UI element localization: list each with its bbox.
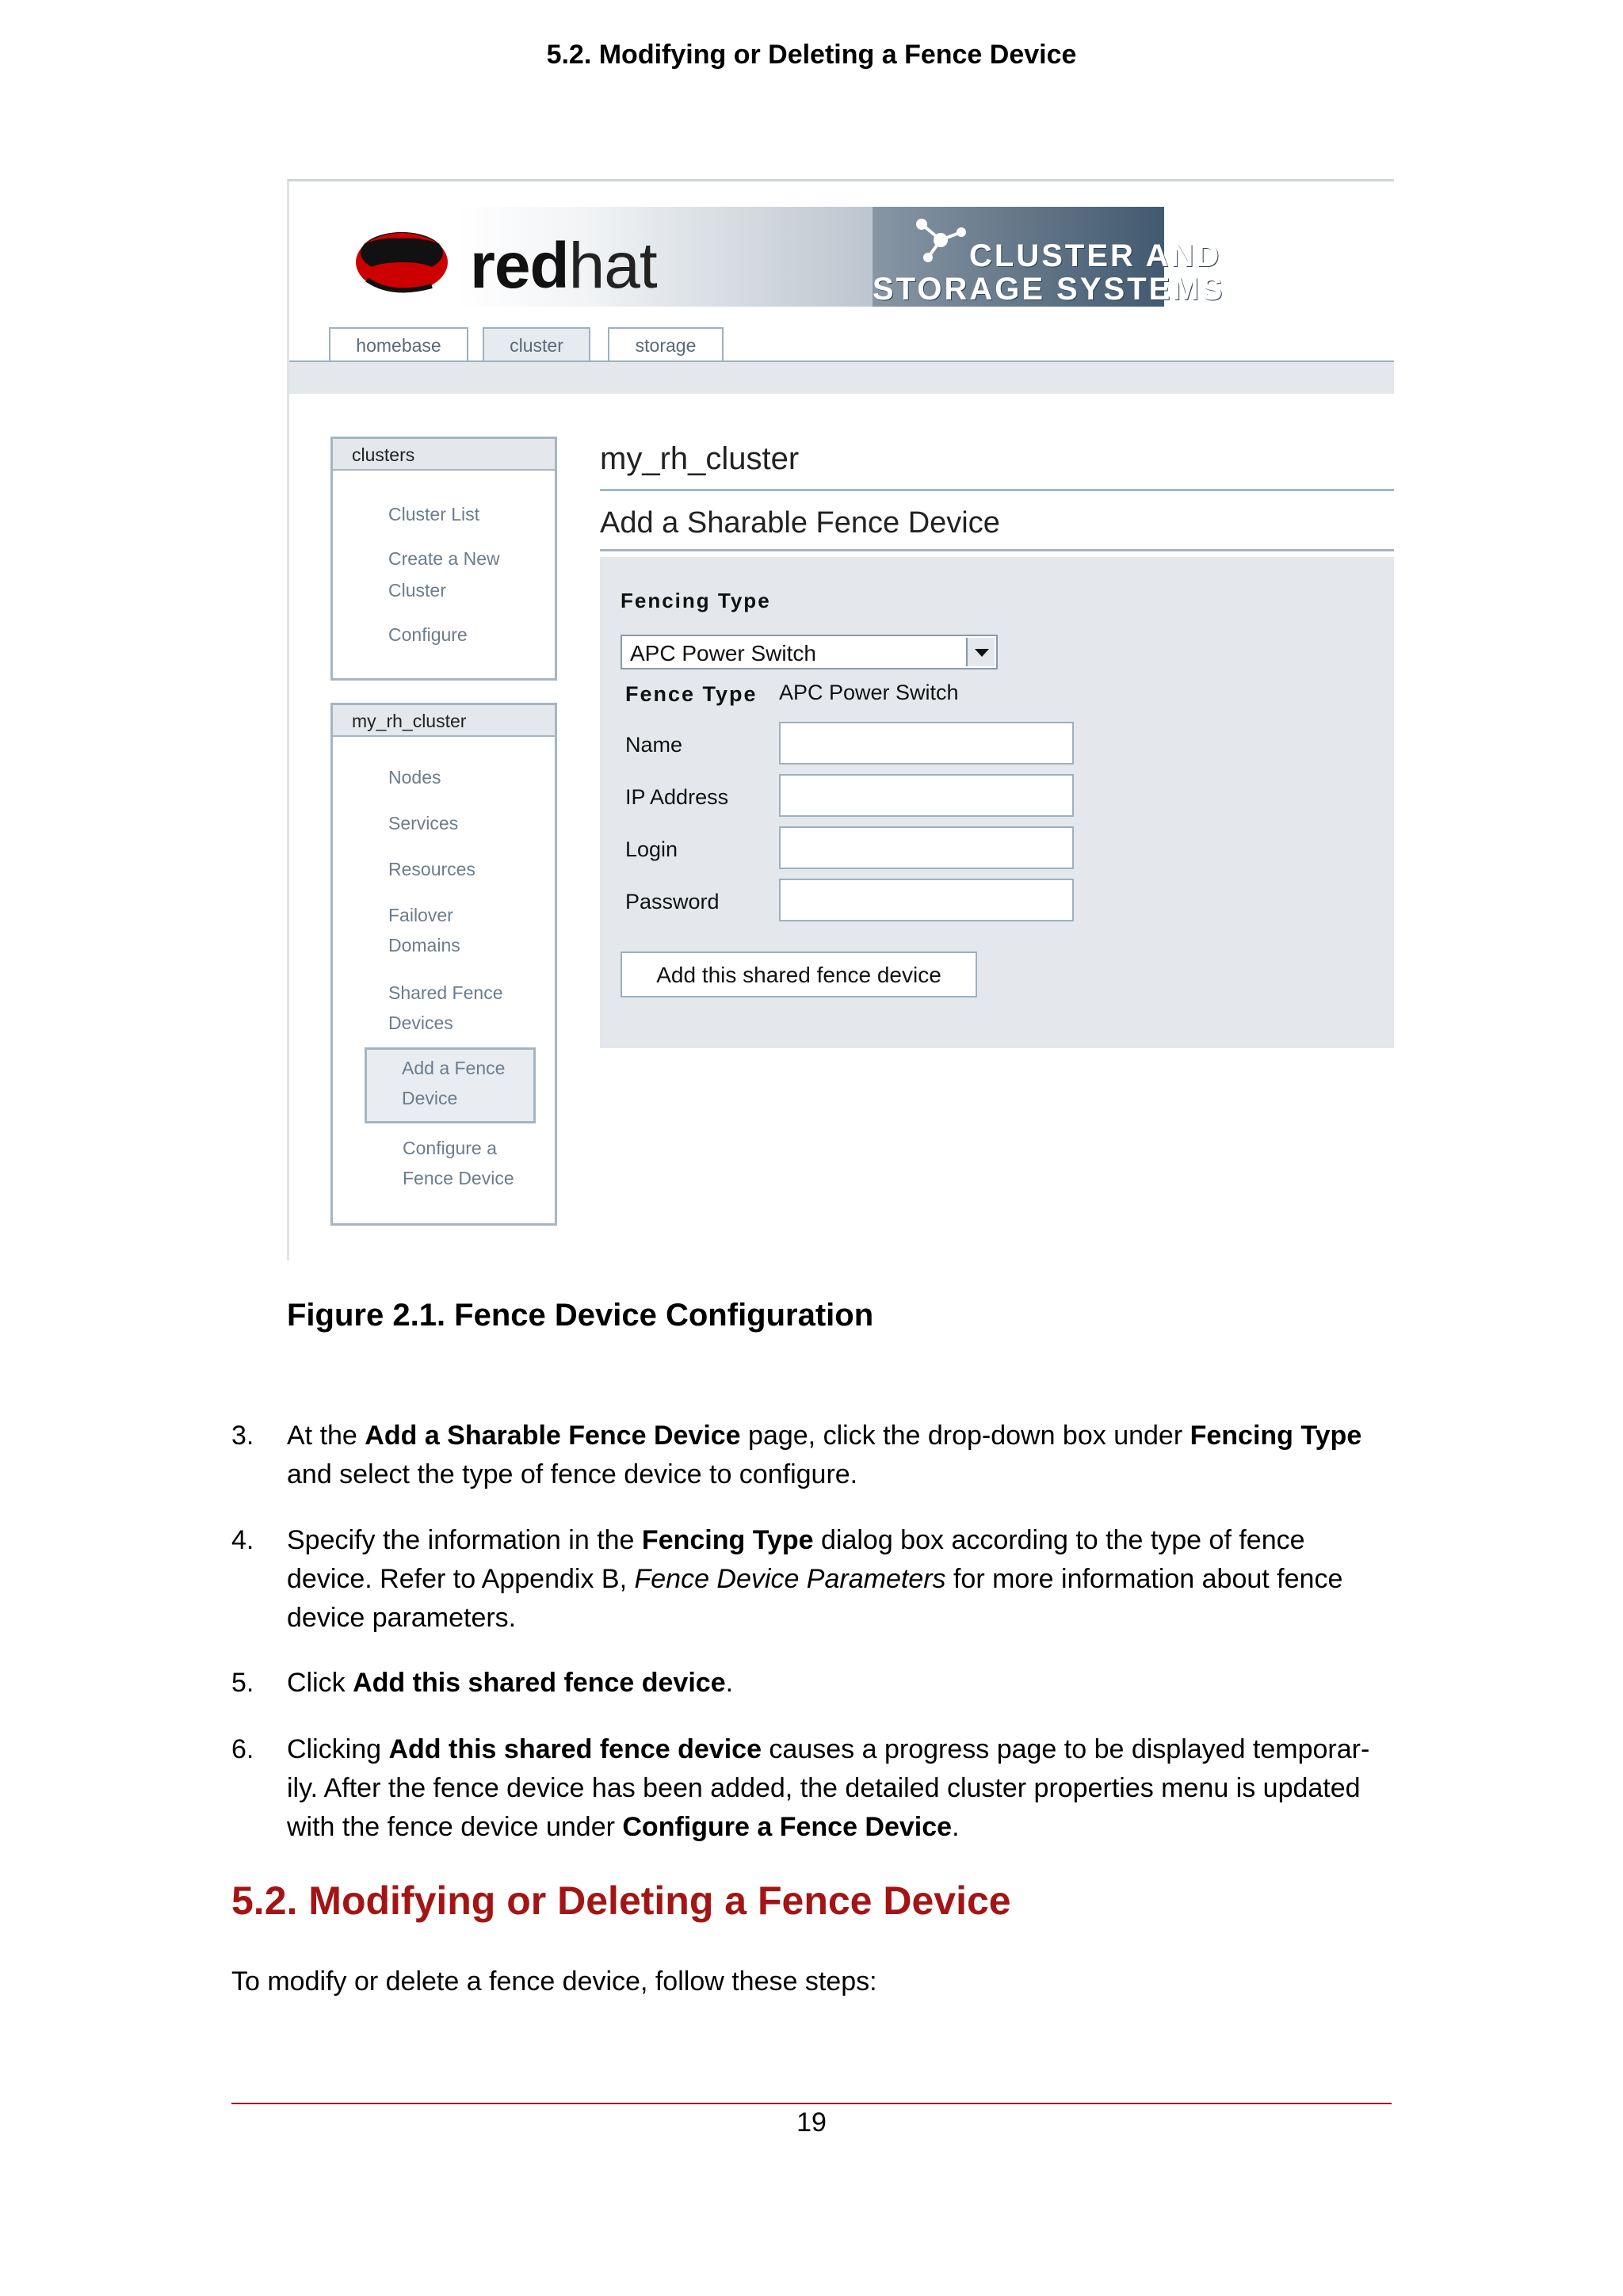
step-text-run: Add this shared fence device [388,1734,762,1764]
name-label: Name [625,733,683,757]
wordmark-red: red [470,230,569,302]
step-text [287,1664,1396,1703]
name-input[interactable] [779,722,1074,765]
fencing-type-selected-value: APC Power Switch [630,641,816,666]
step-number: 4. [231,1525,254,1555]
top-tab-bar [289,327,1394,362]
step-text-run: Specify the information in the [287,1525,642,1555]
fence-type-value: APC Power Switch [779,681,959,704]
step-text-run: and select the type of fence device to configure. [287,1459,858,1489]
login-label: Login [625,837,678,861]
tab-storage[interactable]: storage [608,327,724,360]
password-input[interactable] [779,879,1074,921]
sidebar-item-create-new-cluster[interactable]: Create a New [388,548,500,569]
figure-caption: Figure 2.1. Fence Device Configuration [287,1298,874,1333]
redhat-wordmark [470,229,657,303]
step-text-run: Add a Sharable Fence Device [365,1421,741,1451]
intro-paragraph: To modify or delete a fence device, follow these steps: [231,1966,877,1997]
fencing-type-label: Fencing Type [621,589,771,612]
step-text-run: Clicking [287,1734,389,1764]
section-title: Add a Sharable Fence Device [600,506,1000,540]
tab-homebase[interactable]: homebase [329,327,468,360]
product-name-line1: CLUSTER AND [969,238,1222,273]
dropdown-arrow-icon[interactable] [966,638,995,666]
sidebar-item-shared-fence-devices-cont[interactable]: Devices [388,1013,453,1033]
clusters-panel-heading: clusters [333,439,555,471]
sidebar-item-configure-fence-device-cont[interactable]: Fence Device [403,1168,514,1188]
step-text-run: . [952,1812,960,1842]
step-text-run: Fencing Type [1190,1421,1362,1451]
password-label: Password [625,890,720,913]
fence-device-form [600,557,1394,1048]
running-header: 5.2. Modifying or Deleting a Fence Device [546,40,1077,70]
sidebar-item-failover-domains[interactable]: Failover [388,905,453,925]
page-title: my_rh_cluster [600,441,800,476]
fence-config-screenshot [287,179,1394,1261]
step-number: 3. [231,1421,254,1451]
sidebar-item-add-fence-device-label-cont: Device [402,1088,458,1108]
step-text [287,1417,1396,1494]
step-text-run: Fencing Type [641,1525,814,1555]
sidebar-item-configure[interactable]: Configure [388,624,468,645]
step-text-run: At the [287,1421,365,1451]
step-number: 6. [231,1734,254,1764]
sidebar-item-add-fence-device-label: Add a Fence [402,1058,506,1078]
sidebar-item-configure-fence-device[interactable]: Configure a [403,1138,497,1158]
section-heading: 5.2. Modifying or Deleting a Fence Device [231,1878,1011,1923]
wordmark-hat: hat [568,230,657,302]
step-text-run: causes a progress page to be displayed temporar-ily. After the fence device has been added, the detailed cluster properties menu is updated with the fence device under [287,1734,1370,1842]
step-text-run: Configure a Fence Device [622,1812,953,1842]
ip-address-input[interactable] [779,774,1074,817]
sidebar-item-failover-domains-cont[interactable]: Domains [388,935,460,955]
section-divider [600,549,1394,551]
step-text-run: Add this shared fence device [353,1668,726,1698]
step-text [287,1521,1396,1638]
step-text-run: . [725,1668,734,1698]
sidebar-item-nodes[interactable]: Nodes [388,767,441,788]
cluster-panel [330,703,557,1226]
sub-nav-band [289,362,1394,394]
ip-address-label: IP Address [625,785,729,809]
sidebar-item-cluster-list[interactable]: Cluster List [388,504,480,524]
page-number: 19 [796,2107,827,2138]
sidebar-item-create-new-cluster-cont[interactable]: Cluster [388,580,446,601]
add-shared-fence-device-button[interactable]: Add this shared fence device [621,952,977,997]
shadowman-logo-icon [345,213,472,300]
step-text-run: Click [287,1668,353,1698]
cluster-nodes-icon [909,213,969,264]
step-text-run: dialog box according to the type of fence device. Refer to Appendix B, [287,1525,1305,1594]
step-number: 5. [231,1668,254,1698]
step-text-run: page, click the drop-down box under [740,1421,1190,1451]
product-name-line2: STORAGE SYSTEMS [873,272,1225,307]
fence-type-label: Fence Type [625,682,758,706]
sidebar-item-services[interactable]: Services [388,813,459,833]
step-text-run: Fence Device Parameters [634,1564,946,1594]
cluster-panel-heading: my_rh_cluster [333,705,555,737]
fencing-type-select[interactable] [621,635,998,669]
sidebar-item-add-fence-device[interactable] [365,1047,536,1123]
sidebar-item-shared-fence-devices[interactable]: Shared Fence [388,982,503,1003]
sidebar-item-resources[interactable]: Resources [388,859,475,879]
login-input[interactable] [779,826,1074,869]
step-text-run: for more information about fence device parameters. [287,1564,1343,1633]
tab-cluster[interactable]: cluster [483,327,590,360]
footer-divider [231,2103,1392,2104]
step-text [287,1730,1396,1847]
clusters-panel [330,437,557,681]
title-divider [600,489,1394,491]
